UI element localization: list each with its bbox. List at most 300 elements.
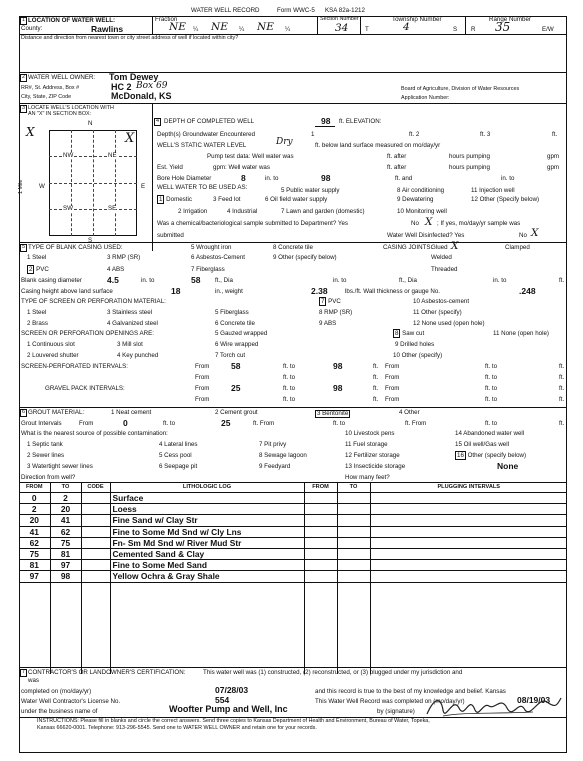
in-to: in. to [501,175,515,182]
log-cell-pto [337,603,370,613]
log-row [19,560,567,571]
spi-label: SCREEN-PERFORATED INTERVALS: [21,363,128,370]
casing-pvc: 2 PVC [29,266,49,273]
log-cell-code [81,613,110,623]
spi-ft-3: ft. [373,374,379,381]
opening-drilled: 9 Drilled holes [395,341,435,348]
joints-label: CASING JOINTS: [383,244,433,251]
log-cell-code [81,515,110,526]
hours-pumping-1: hours pumping [449,153,490,160]
log-cell-pfrom [304,571,337,582]
log-cell-pto [337,515,370,526]
screen-concrete: 6 Concrete tile [215,320,255,327]
gpi-to: 98 [333,383,343,393]
log-cell-plug [370,623,567,633]
contam-fertilizer: 12 Fertilizer storage [345,452,400,459]
log-header-from: FROM [19,482,50,493]
mile-label: 1 Mile [18,179,24,194]
log-cell-to: 81 [50,548,81,559]
screen-other: 11 Other (specify) [413,309,462,316]
quarter-sign: ¼ [239,26,245,33]
gpi-from-label-4: From [385,396,400,403]
log-header-plug-to: TO [337,482,370,493]
bore-diameter: 8 [241,173,246,183]
range-suffix: E/W [542,26,554,33]
grout-bentonite: 3 Bentonite [317,410,349,417]
quad-sw: SW [63,205,73,212]
lbs-ft-label: lbs./ft. Wall thickness or gauge No. [345,288,441,295]
log-row [19,633,567,643]
locate-label-1: LOCATE WELL'S LOCATION WITH [28,105,114,111]
grout-neat-cement: 1 Neat cement [111,409,152,416]
completed-label: completed on (mo/day/yr) [21,688,92,695]
opening-key: 4 Key punched [117,352,159,359]
range-prefix: R [471,26,476,33]
log-cell-pto [337,593,370,603]
well-location-x: X [125,131,135,146]
log-cell-plug [370,571,567,582]
log-cell-code [81,633,110,643]
log-cell-desc: Fn- Sm Md Snd w/ River Mud Str [110,537,304,548]
bore-label: Bore Hole Diameter [157,175,212,182]
log-cell-pfrom [304,603,337,613]
township-number: 4 [403,21,410,33]
gpm-well-label: gpm: Well water was [213,164,270,171]
business-name: Woofter Pump and Well, Inc [169,704,288,714]
address-label: RR#, St. Address, Box # [21,85,80,91]
gpi-ft-to-3: ft. to [283,396,296,403]
ft-dia-2: ft., Dia [399,277,417,284]
log-cell-desc: Fine to Some Med Sand [110,560,304,571]
disinfected-label: Water Well Disinfected? Yes [387,232,465,239]
screen-abs: 9 ABS [319,320,337,327]
log-cell-plug [370,593,567,603]
chem-no-x: X [425,216,433,228]
fraction-3: NE [257,21,274,33]
certification-label: CONTRACTOR'S OR LANDOWNER'S CERTIFICATION: [28,669,186,676]
log-cell-pto [337,633,370,643]
contam-lagoon: 8 Sewage lagoon [259,452,307,459]
log-cell-pfrom [304,548,337,559]
casing-other: 9 Other (specify below) [273,254,337,261]
owner-name: Tom Dewey [109,72,159,82]
direction-label: Direction from well? [21,474,76,481]
log-cell-pto [337,644,370,654]
bore-depth: 98 [321,173,331,183]
static-level-rest: ft. below land surface measured on mo/day/yr [315,142,441,149]
log-cell-from: 97 [19,571,50,582]
depth-value: 98 [321,116,331,126]
log-cell-desc: Fine Sand w/ Clay Str [110,515,304,526]
spi-ft-to-2: ft. to [485,363,498,370]
opening-louvered: 2 Louvered shutter [27,352,79,359]
record-label: This Water Well Record was completed on (mo/day/yr) [315,698,465,705]
log-header-to: TO [50,482,81,493]
used-label: WELL WATER TO BE USED AS: [157,184,248,191]
in-to-3: in. to [493,277,507,284]
ksa-reference: KSA 82a-1212 [325,7,365,14]
grout-ft-end: ft. [559,420,565,427]
contam-oil-well: 15 Oil well/Gas well [455,441,509,448]
address-handwritten: Box 69 [136,81,168,91]
gpm-2: gpm [547,164,560,171]
grout-ft-from: ft. From [253,420,275,427]
log-row [19,603,567,613]
log-cell-pto [337,613,370,623]
gpi-ft-4: ft. [559,396,565,403]
county-value: Rawlins [91,24,124,34]
signature-image [423,692,563,720]
section-number: 34 [335,22,349,34]
in-to-2: in. to [333,277,347,284]
log-cell-desc: Cemented Sand & Clay [110,548,304,559]
use-domestic: 1 Domestic [159,196,192,203]
quad-ne: NE [108,152,117,159]
log-cell-to: 20 [50,504,81,515]
spi-ft-to: ft. to [283,363,296,370]
log-row [19,644,567,654]
log-row [19,571,567,582]
log-cell-to [50,603,81,613]
quarter-sign: ¼ [193,26,199,33]
log-cell-to [50,582,81,593]
use-oil-field: 6 Oil field water supply [265,196,328,203]
log-cell-plug [370,654,567,664]
log-cell-plug [370,560,567,571]
log-cell-to: 62 [50,526,81,537]
compass-n: N [88,120,93,127]
contam-fuel: 11 Fuel storage [345,441,388,448]
log-cell-from [19,603,50,613]
log-row [19,593,567,603]
feet-label: How many feet? [345,474,390,481]
log-cell-desc [110,633,304,643]
business-label: under the business name of [21,708,98,715]
log-cell-from: 20 [19,515,50,526]
contam-cess-pool: 5 Cess pool [159,452,192,459]
opening-torch: 7 Torch cut [215,352,246,359]
grout-cement: 2 Cement grout [215,409,258,416]
log-row [19,623,567,633]
joints-clamped: Clamped [505,244,530,251]
joints-glued: Glued [431,244,448,251]
section-3-number: 3 [22,105,25,111]
disinfected-no: No [519,232,527,239]
elevation-label: ft. ELEVATION: [339,118,382,125]
contam-feedyard: 9 Feedyard [259,463,291,470]
section-7-number: 7 [22,669,25,675]
casing-asbestos: 6 Asbestos-Cement [191,254,245,261]
chem-no: No [411,220,419,227]
chem-rest: ; If yes, mo/day/yr sample was [437,220,521,227]
log-cell-code [81,493,110,504]
est-yield-label: Est. Yield [157,164,183,171]
blank-dia-value: 4.5 [107,275,119,285]
opening-mill: 3 Mill slot [117,341,143,348]
log-cell-code [81,504,110,515]
owner-label: WATER WELL OWNER: [28,74,96,81]
log-header-plug-from: FROM [304,482,337,493]
screen-none: 12 None used (open hole) [413,320,485,327]
log-cell-code [81,526,110,537]
spi-ft-to-4: ft. to [485,374,498,381]
log-cell-desc [110,623,304,633]
log-cell-plug [370,582,567,593]
use-injection: 11 Injection well [471,187,515,194]
screen-galvanized: 4 Galvanized steel [107,320,158,327]
log-cell-plug [370,633,567,643]
log-cell-from [19,623,50,633]
log-cell-desc: Fine to Some Md Snd w/ Cly Lns [110,526,304,537]
distance-label: Distance and direction from nearest town or city street address of well if located within city? [21,35,239,41]
contam-septic: 1 Septic tank [27,441,63,448]
grout-ft-from-2: ft. From [405,420,427,427]
log-row [19,515,567,526]
certification-text: This water well was (1) constructed, (2) reconstructed, or (3) plugged under my jurisdiction and [203,669,463,676]
city-value: McDonald, KS [111,91,172,101]
screen-asbestos: 10 Asbestos-cement [413,298,470,305]
log-cell-code [81,644,110,654]
city-label: City, State, ZIP Code [21,94,72,100]
joints-threaded: Threaded [431,266,458,273]
quad-nw: NW [63,152,74,159]
contam-other: 16 Other (specify below) [457,452,527,459]
log-cell-to [50,644,81,654]
log-cell-to: 97 [50,560,81,571]
compass-s: S [88,237,93,244]
gpi-ft: ft. [373,385,379,392]
gauge-value: .248 [519,286,536,296]
contam-insecticide: 13 Insecticide storage [345,463,406,470]
township-suffix: S [453,26,458,33]
casing-height: 18 [171,286,181,296]
spi-from: 58 [231,361,241,371]
blank-in-to: in. to [141,277,155,284]
board-label: Board of Agriculture, Division of Water Resources [401,86,520,92]
use-dewatering: 9 Dewatering [397,196,434,203]
log-cell-pfrom [304,613,337,623]
log-cell-plug [370,493,567,504]
screen-label: TYPE OF SCREEN OR PERFORATION MATERIAL: [21,298,166,305]
form-number: Form WWC-5 [277,7,315,14]
gpi-label: GRAVEL PACK INTERVALS: [45,385,125,392]
blank-dia-label: Blank casing diameter [21,277,82,284]
openings-label: SCREEN OR PERFORATION OPENINGS ARE: [21,330,154,337]
screen-fiberglass: 5 Fiberglass [215,309,249,316]
log-cell-desc: Loess [110,504,304,515]
contam-sewer: 2 Sewer lines [27,452,65,459]
log-row [19,582,567,593]
log-row [19,504,567,515]
log-row [19,537,567,548]
log-cell-pto [337,582,370,593]
disinfected-no-x: X [531,227,539,239]
log-cell-code [81,560,110,571]
log-cell-desc [110,613,304,623]
log-cell-plug [370,537,567,548]
grout-other: 4 Other [399,409,420,416]
log-cell-pto [337,560,370,571]
record-date: 08/19/03 [517,695,551,705]
lithologic-log-table [19,482,567,674]
spi-from-label-3: From [195,374,210,381]
log-cell-from: 81 [19,560,50,571]
license-label: Water Well Contractor's License No. [21,698,121,705]
log-cell-to [50,633,81,643]
section-2-number: 2 [22,74,25,80]
groundwater-label: Depth(s) Groundwater Encountered [157,131,256,138]
spi-from-label: From [195,363,210,370]
log-cell-to: 75 [50,537,81,548]
log-cell-plug [370,504,567,515]
depth-label: DEPTH OF COMPLETED WELL [164,118,255,125]
log-cell-from: 2 [19,504,50,515]
log-row [19,526,567,537]
address-value: HC 2 [111,82,132,92]
log-cell-from [19,654,50,664]
grout-ft-to: ft. to [163,420,176,427]
gpi-ft-to-4: ft. to [485,396,498,403]
log-cell-pto [337,654,370,664]
spi-from-label-4: From [385,374,400,381]
section-number-label: Section Number [320,16,359,22]
log-cell-plug [370,613,567,623]
spi-ft-2: ft. [559,363,565,370]
spi-from-label-2: From [385,363,400,370]
casing-abs: 4 ABS [107,266,125,273]
casing-height-label: Casing height above land surface [21,288,113,295]
contam-watertight: 3 Watertight sewer lines [27,463,93,470]
spi-ft-4: ft. [559,374,565,381]
section-4-number: 4 [156,118,159,124]
log-cell-pfrom [304,644,337,654]
log-cell-code [81,571,110,582]
log-cell-pto [337,504,370,515]
grout-to: 25 [221,418,231,428]
opening-other: 10 Other (specify) [393,352,443,359]
in-weight: in., weight [215,288,243,295]
log-cell-desc [110,582,304,593]
log-cell-pfrom [304,504,337,515]
log-cell-desc [110,654,304,664]
static-level-value: Dry [276,137,293,147]
gw-ft: ft. [552,131,558,138]
use-industrial: 4 Industrial [227,208,258,215]
compass-e: E [141,183,146,190]
log-cell-code [81,582,110,593]
grout-ft-to-3: ft. to [485,420,498,427]
log-cell-plug [370,515,567,526]
log-cell-pto [337,623,370,633]
log-cell-code [81,537,110,548]
signature-label: by (signature) [377,708,415,715]
log-cell-pfrom [304,593,337,603]
screen-steel: 1 Steel [27,309,47,316]
log-row [19,493,567,504]
spi-ft: ft. [373,363,379,370]
form-title: WATER WELL RECORD [191,7,260,14]
screen-stainless: 3 Stainless steel [107,309,153,316]
township-prefix: T [365,26,369,33]
casing-rmp: 3 RMP (SR) [107,254,141,261]
screen-pvc: 7 PVC [321,298,341,305]
location-label: LOCATION OF WATER WELL: [28,17,116,24]
log-header-lithology: LITHOLOGIC LOG [110,482,304,493]
application-label: Application Number: [401,95,450,101]
ft-after-1: ft. after [387,153,407,160]
log-cell-pto [337,537,370,548]
pump-test-label: Pump test data: Well water was [207,153,294,160]
log-cell-to [50,593,81,603]
use-other: 12 Other (Specify below) [471,196,540,203]
casing-fiberglass: 7 Fiberglass [191,266,225,273]
joints-welded: Welded [431,254,452,261]
use-air-conditioning: 8 Air conditioning [397,187,445,194]
log-cell-from: 0 [19,493,50,504]
gw-2: ft. 2 [409,131,420,138]
submitted-label: submitted [157,232,184,239]
log-cell-plug [370,644,567,654]
log-cell-plug [370,603,567,613]
screen-rmp: 8 RMP (SR) [319,309,353,316]
section-6-number: 6 [22,409,25,415]
log-cell-pfrom [304,623,337,633]
glued-x: X [451,240,459,252]
log-header-plugging: PLUGGING INTERVALS [370,482,567,493]
casing-wrought-iron: 5 Wrought iron [191,244,232,251]
use-monitoring: 10 Monitoring well [397,208,447,215]
log-cell-to [50,613,81,623]
log-cell-to: 2 [50,493,81,504]
log-cell-from [19,644,50,654]
log-cell-to: 41 [50,515,81,526]
log-cell-pto [337,571,370,582]
contam-other-value: None [497,461,519,471]
grout-from: 0 [123,418,128,428]
log-cell-to [50,654,81,664]
log-cell-code [81,623,110,633]
opening-saw-cut: 8 Saw cut [395,330,425,337]
ft-and: ft. and [395,175,413,182]
opening-none: 11 None (open hole) [493,330,549,337]
log-cell-desc [110,593,304,603]
cert-was: was [28,677,40,684]
log-cell-from [19,633,50,643]
gw-1: 1 [311,131,315,138]
contam-livestock: 10 Livestock pens [345,430,395,437]
log-cell-pfrom [304,526,337,537]
x-mark-corner: X [26,125,35,139]
township-label: Township Number [392,16,442,23]
gpi-from-label-2: From [385,385,400,392]
ft-after-2: ft. after [387,164,407,171]
county-label: County: [21,25,43,32]
static-level-label: WELL'S STATIC WATER LEVEL [157,142,247,149]
hours-pumping-2: hours pumping [449,164,490,171]
log-row [19,654,567,664]
instructions-line-2: Kansas 66620-0001. Telephone: 913-296-5545. Send one to WATER WELL OWNER and retain one for your records. [37,725,317,731]
log-row [19,613,567,623]
log-cell-pfrom [304,515,337,526]
quad-se: SE [108,205,117,212]
log-cell-plug [370,526,567,537]
chem-sample-question: Was a chemical/bacteriological sample submitted to Department? Yes [157,220,348,227]
log-cell-pto [337,493,370,504]
log-cell-pfrom [304,493,337,504]
log-cell-from: 75 [19,548,50,559]
gpi-ft-2: ft. [559,385,565,392]
contam-seepage: 6 Seepage pit [159,463,198,470]
